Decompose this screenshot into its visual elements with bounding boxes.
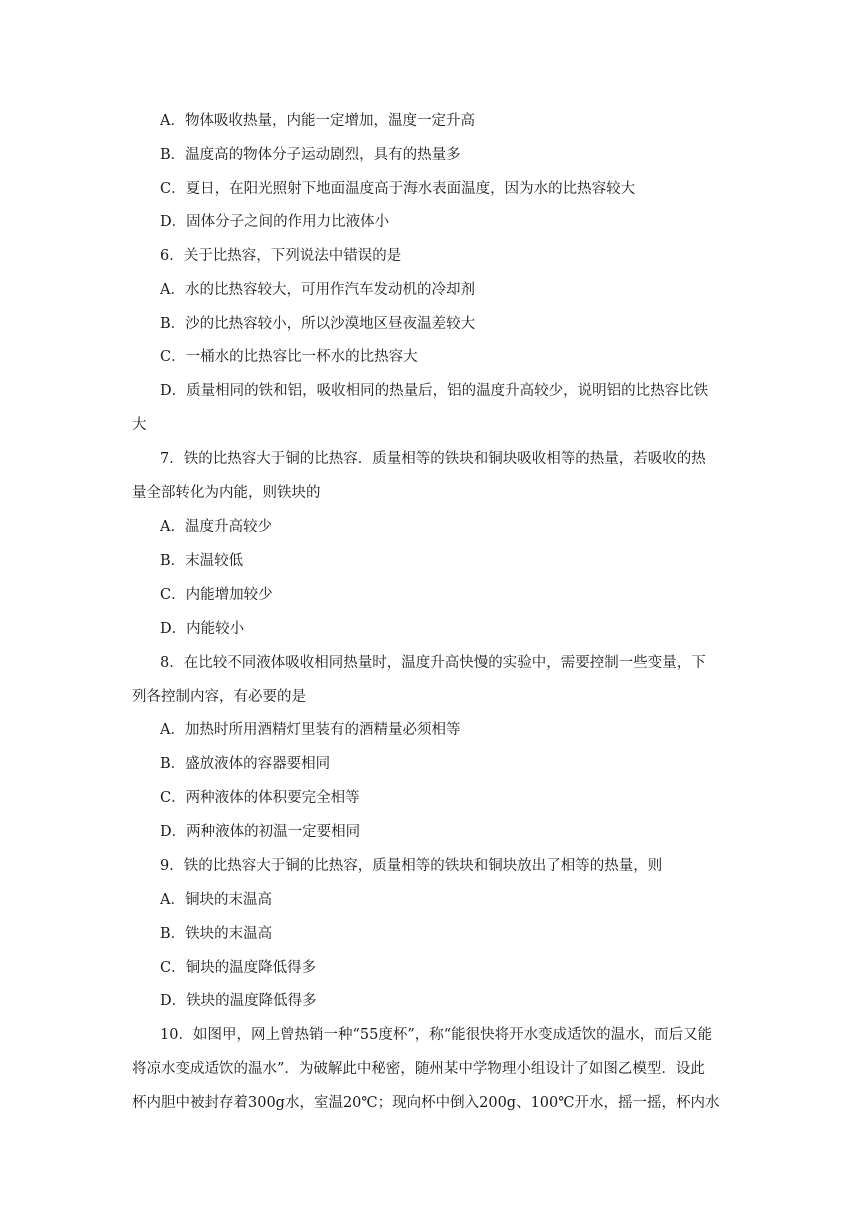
option-5c: C．夏日，在阳光照射下地面温度高于海水表面温度，因为水的比热容较大: [160, 181, 636, 197]
option-7c: C．内能增加较少: [160, 587, 273, 603]
option-5b: B．温度高的物体分子运动剧烈，具有的热量多: [160, 147, 461, 163]
question-6-stem: 6．关于比热容，下列说法中错误的是: [160, 248, 402, 264]
option-9c: C．铜块的温度降低得多: [160, 960, 317, 976]
question-10-stem-line-2: 将凉水变成适饮的温水”．为破解此中秘密，随州某中学物理小组设计了如图乙模型．设此: [132, 1061, 705, 1077]
option-7b: B．末温较低: [160, 553, 244, 569]
option-9a: A．铜块的末温高: [160, 892, 272, 908]
option-8b: B．盛放液体的容器要相同: [160, 756, 331, 772]
question-10-stem: 10．如图甲，网上曾热销一种“55度杯”，称“能很快将开水变成适饮的温水，而后又能: [160, 1027, 713, 1043]
question-8-stem-continued: 列各控制内容，有必要的是: [132, 689, 306, 705]
question-10-stem-line-3: 杯内胆中被封存着300g水，室温20℃；现向杯中倒入200g、100℃开水，摇一摇，杯内水: [132, 1095, 720, 1111]
option-5a: A．物体吸收热量，内能一定增加，温度一定升高: [160, 113, 475, 129]
option-8a: A．加热时所用酒精灯里装有的酒精量必须相等: [160, 722, 461, 738]
option-8d: D．两种液体的初温一定要相同: [160, 824, 361, 840]
question-7-stem: 7．铁的比热容大于铜的比热容．质量相等的铁块和铜块吸收相等的热量，若吸收的热: [160, 451, 706, 467]
option-8c: C．两种液体的体积要完全相等: [160, 790, 360, 806]
question-8-stem: 8．在比较不同液体吸收相同热量时，温度升高快慢的实验中，需要控制一些变量，下: [160, 655, 706, 671]
option-6b: B．沙的比热容较小，所以沙漠地区昼夜温差较大: [160, 316, 476, 332]
option-7a: A．温度升高较少: [160, 519, 272, 535]
option-9d: D．铁块的温度降低得多: [160, 993, 317, 1009]
option-9b: B．铁块的末温高: [160, 926, 273, 942]
option-6d: D．质量相同的铁和铝，吸收相同的热量后，铝的温度升高较少，说明铝的比热容比铁: [160, 383, 709, 399]
option-5d: D．固体分子之间的作用力比液体小: [160, 214, 390, 230]
option-7d: D．内能较小: [160, 621, 245, 637]
question-7-stem-continued: 量全部转化为内能，则铁块的: [132, 485, 321, 501]
option-6d-continued: 大: [132, 417, 147, 433]
question-9-stem: 9．铁的比热容大于铜的比热容，质量相等的铁块和铜块放出了相等的热量，则: [160, 858, 663, 874]
option-6c: C．一桶水的比热容比一杯水的比热容大: [160, 349, 418, 365]
option-6a: A．水的比热容较大，可用作汽车发动机的冷却剂: [160, 282, 475, 298]
